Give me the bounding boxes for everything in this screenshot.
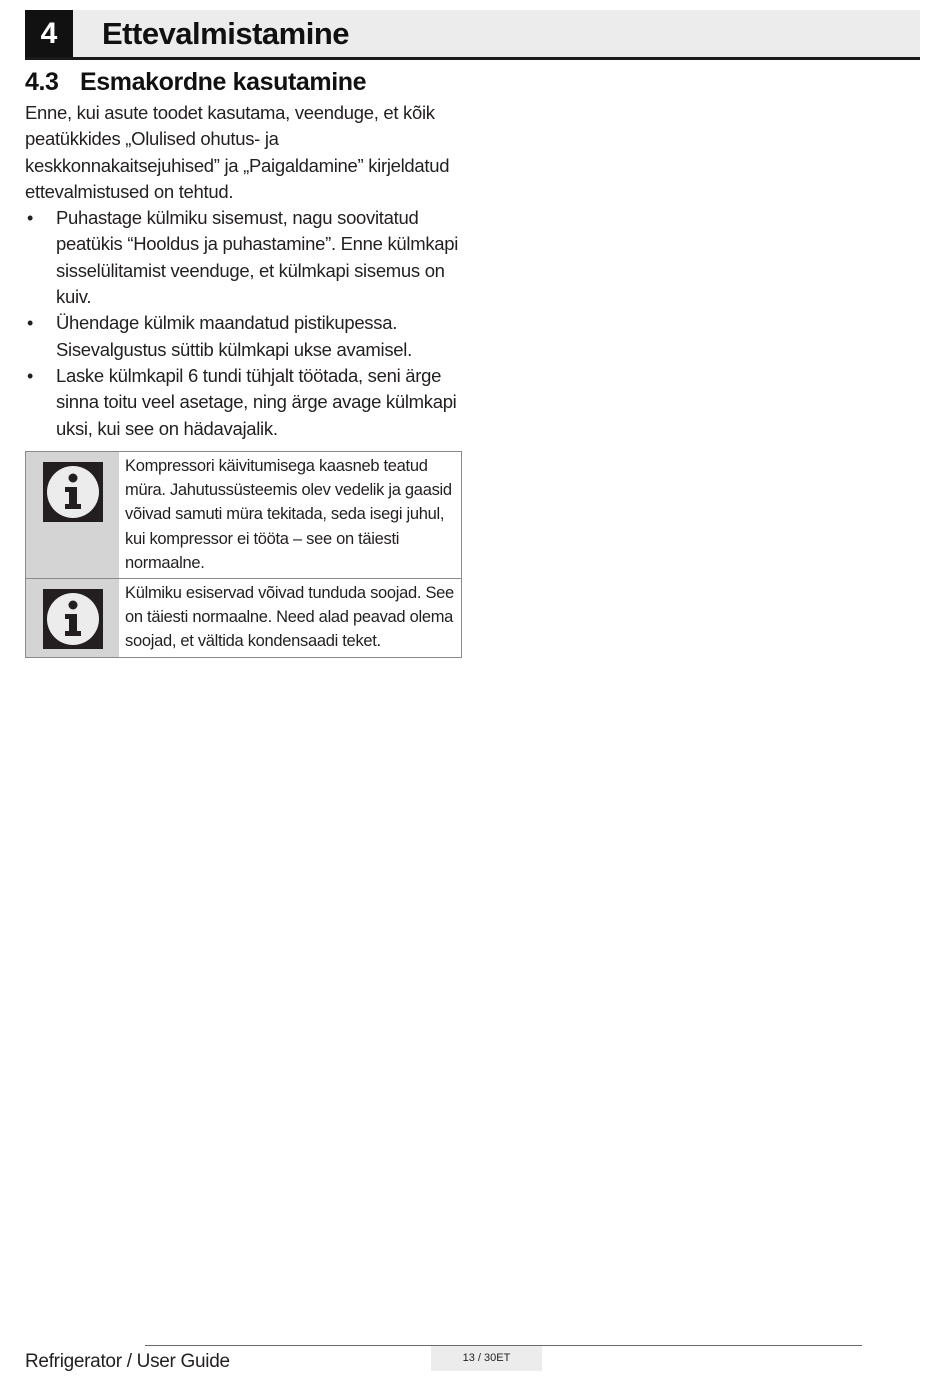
bullet-icon: • [27,208,34,229]
intro-paragraph: Enne, kui asute toodet kasutama, veenduge, et kõik peatükkides „Olulised ohutus- ja keskkonnakaitsejuhised” ja „Paigaldamine” kirjeldatud ettevalmistused on tehtud. [25,102,450,202]
note-text: Kompressori käivitumisega kaasneb teatud müra. Jahutussüsteemis olev vedelik ja gaasid võivad samuti müra tekitada, seda isegi juhul, kui kompressor ei tööta – see on täiesti normaalne. [125,457,452,572]
list-item [25,310,465,363]
body-content [25,100,465,442]
info-icon [43,462,103,522]
note-text: Külmiku esiservad võivad tunduda soojad. See on täiesti normaalne. Need alad peavad olema soojad, et vältida kondensaadi teket. [125,584,454,651]
note-icon-cell [26,452,119,578]
note-icon-cell [26,579,119,657]
bullet-icon: • [27,365,34,386]
info-note [26,452,461,579]
chapter-number: 4 [25,10,73,57]
info-note [26,579,461,657]
page-number: 13 / 30ET [431,1346,542,1371]
bullet-list [25,205,465,442]
footer-title: Refrigerator / User Guide [25,1351,230,1372]
section-heading [25,68,366,97]
list-item [25,363,465,442]
section-number: 4.3 [25,68,59,96]
list-item-text: Ühendage külmik maandatud pistikupessa. Sisevalgustus süttib külmkapi ukse avamisel. [56,312,412,360]
chapter-header [25,10,920,60]
list-item-text: Puhastage külmiku sisemust, nagu soovitatud peatükis “Hooldus ja puhastamine”. Enne külmkapi sisselülitamist veenduge, et külmkapi sisemus on kuiv. [56,207,459,308]
list-item [25,205,465,310]
chapter-title: Ettevalmistamine [102,16,349,51]
bullet-icon: • [27,313,34,334]
section-title: Esmakordne kasutamine [80,68,367,96]
list-item-text: Laske külmkapil 6 tundi tühjalt töötada, seni ärge sinna toitu veel asetage, ning ärge avage külmkapi uksi, kui see on hädavajalik. [56,364,457,439]
info-icon [43,589,103,649]
info-notes-table [25,451,462,658]
